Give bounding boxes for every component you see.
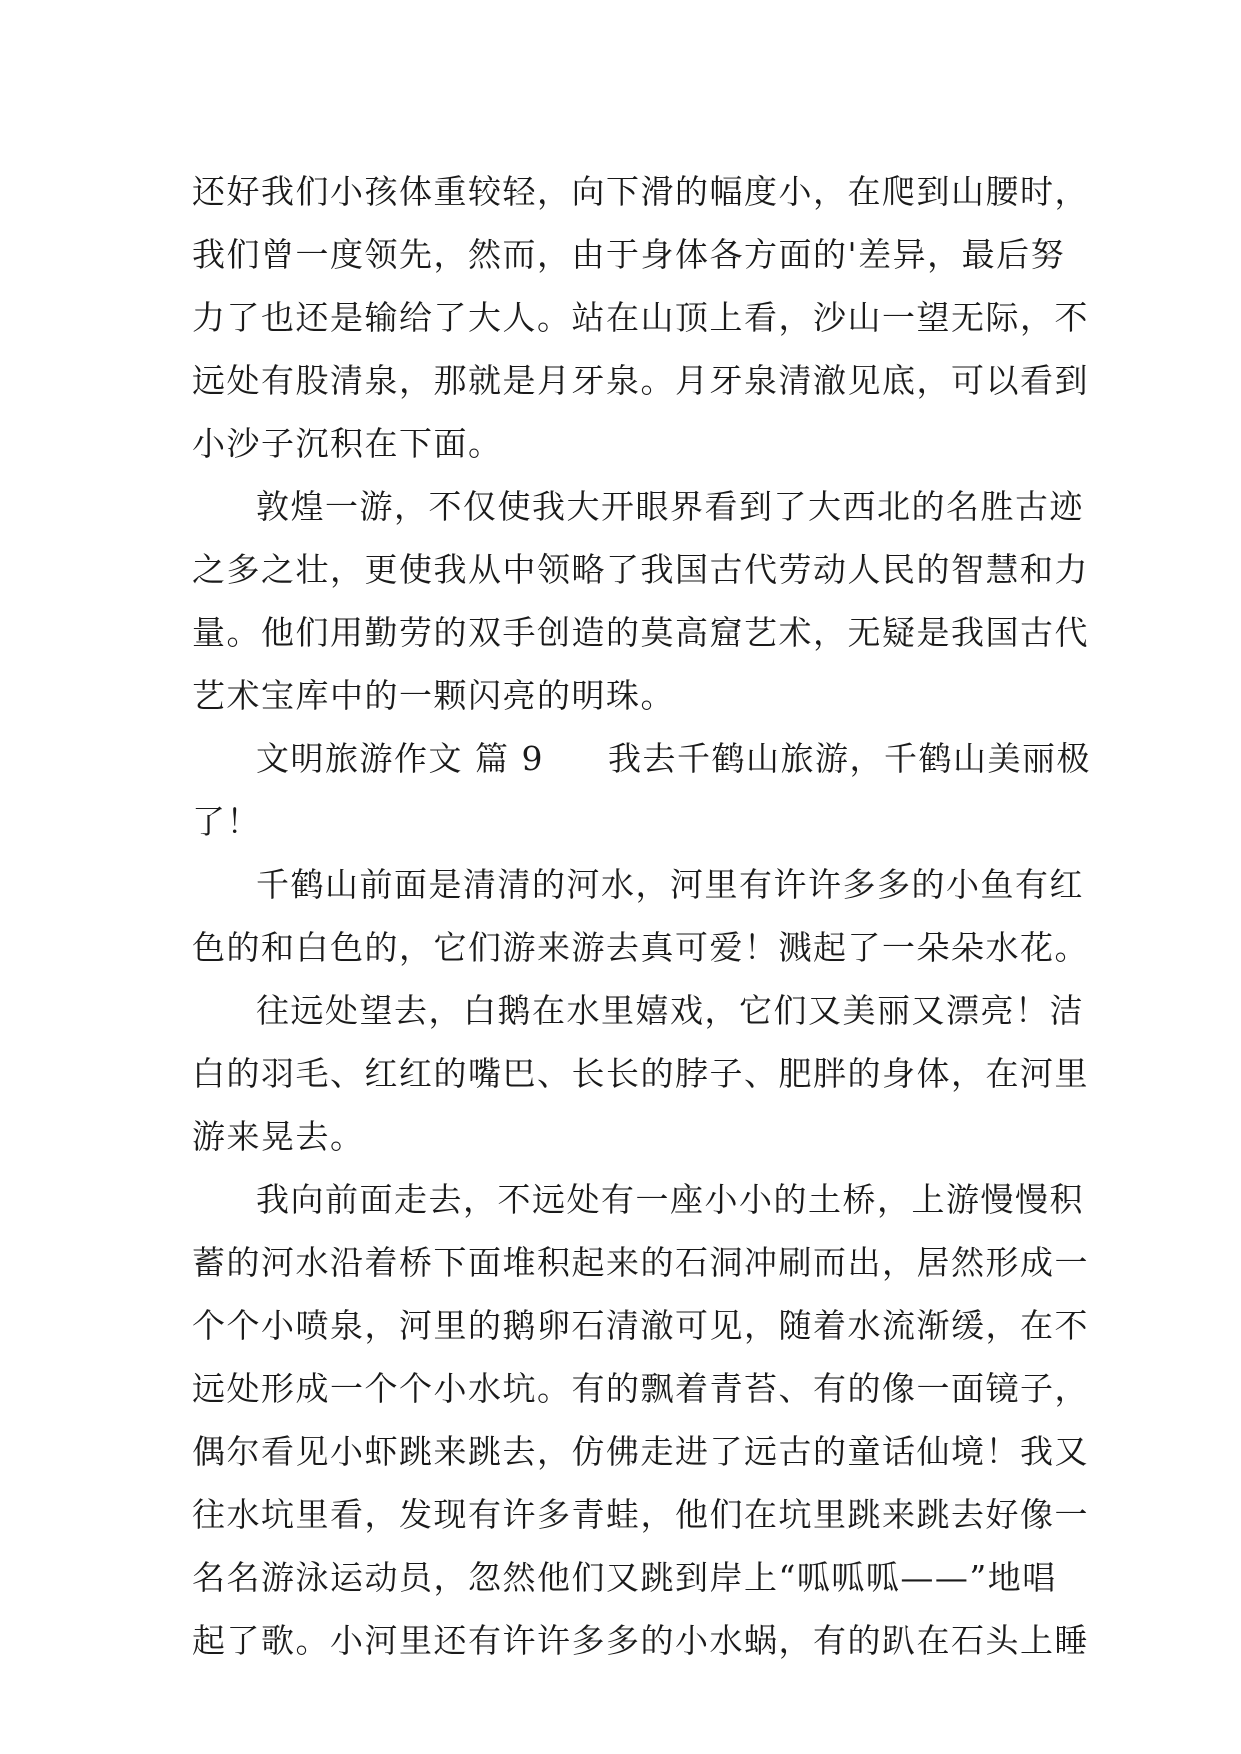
text-line: 力了也还是输给了大人。站在山顶上看，沙山一望无际，不	[192, 298, 1089, 337]
text-line: 远处形成一个个小水坑。有的飘着青苔、有的像一面镜子，	[192, 1369, 1089, 1408]
text-line: 之多之壮，更使我从中领略了我国古代劳动人民的智慧和力	[192, 550, 1089, 589]
text-line: 个个小喷泉，河里的鹅卵石清澈可见，随着水流渐缓，在不	[192, 1306, 1089, 1345]
text-line: 小沙子沉积在下面。	[192, 424, 503, 463]
text-line: 白的羽毛、红红的嘴巴、长长的脖子、肥胖的身体，在河里	[192, 1054, 1089, 1093]
text-line: 我们曾一度领先，然而，由于身体各方面的'差异，最后努	[192, 235, 1066, 274]
text-line: 我去千鹤山旅游，千鹤山美丽极	[607, 739, 1091, 778]
text-line: 起了歌。小河里还有许许多多的小水蜗，有的趴在石头上睡	[192, 1621, 1089, 1660]
text-line: 千鹤山前面是清清的河水，河里有许许多多的小鱼有红	[256, 865, 1084, 904]
text-line: 名名游泳运动员，忽然他们又跳到岸上“呱呱呱——”地唱	[192, 1558, 1057, 1597]
text-line: 往远处望去，白鹅在水里嬉戏，它们又美丽又漂亮！洁	[256, 991, 1084, 1030]
text-line: 艺术宝库中的一颗闪亮的明珠。	[192, 676, 675, 715]
text-line: 了！	[192, 802, 261, 841]
text-line: 还好我们小孩体重较轻，向下滑的幅度小，在爬到山腰时，	[192, 172, 1089, 211]
text-line: 往水坑里看，发现有许多青蛙，他们在坑里跳来跳去好像一	[192, 1495, 1089, 1534]
text-line: 我向前面走去，不远处有一座小小的土桥，上游慢慢积	[256, 1180, 1084, 1219]
section-heading: 文明旅游作文 篇 9	[256, 739, 544, 778]
text-line: 色的和白色的，它们游来游去真可爱！溅起了一朵朵水花。	[192, 928, 1089, 967]
text-line: 游来晃去。	[192, 1117, 365, 1156]
text-line: 远处有股清泉，那就是月牙泉。月牙泉清澈见底，可以看到	[192, 361, 1089, 400]
section-heading-line	[192, 727, 1091, 790]
text-line: 偶尔看见小虾跳来跳去，仿佛走进了远古的童话仙境！我又	[192, 1432, 1089, 1471]
text-line: 蓄的河水沿着桥下面堆积起来的石洞冲刷而出，居然形成一	[192, 1243, 1089, 1282]
text-line: 量。他们用勤劳的双手创造的莫高窟艺术，无疑是我国古代	[192, 613, 1089, 652]
text-line: 敦煌一游，不仅使我大开眼界看到了大西北的名胜古迹	[256, 487, 1084, 526]
body-text	[192, 160, 1091, 1672]
